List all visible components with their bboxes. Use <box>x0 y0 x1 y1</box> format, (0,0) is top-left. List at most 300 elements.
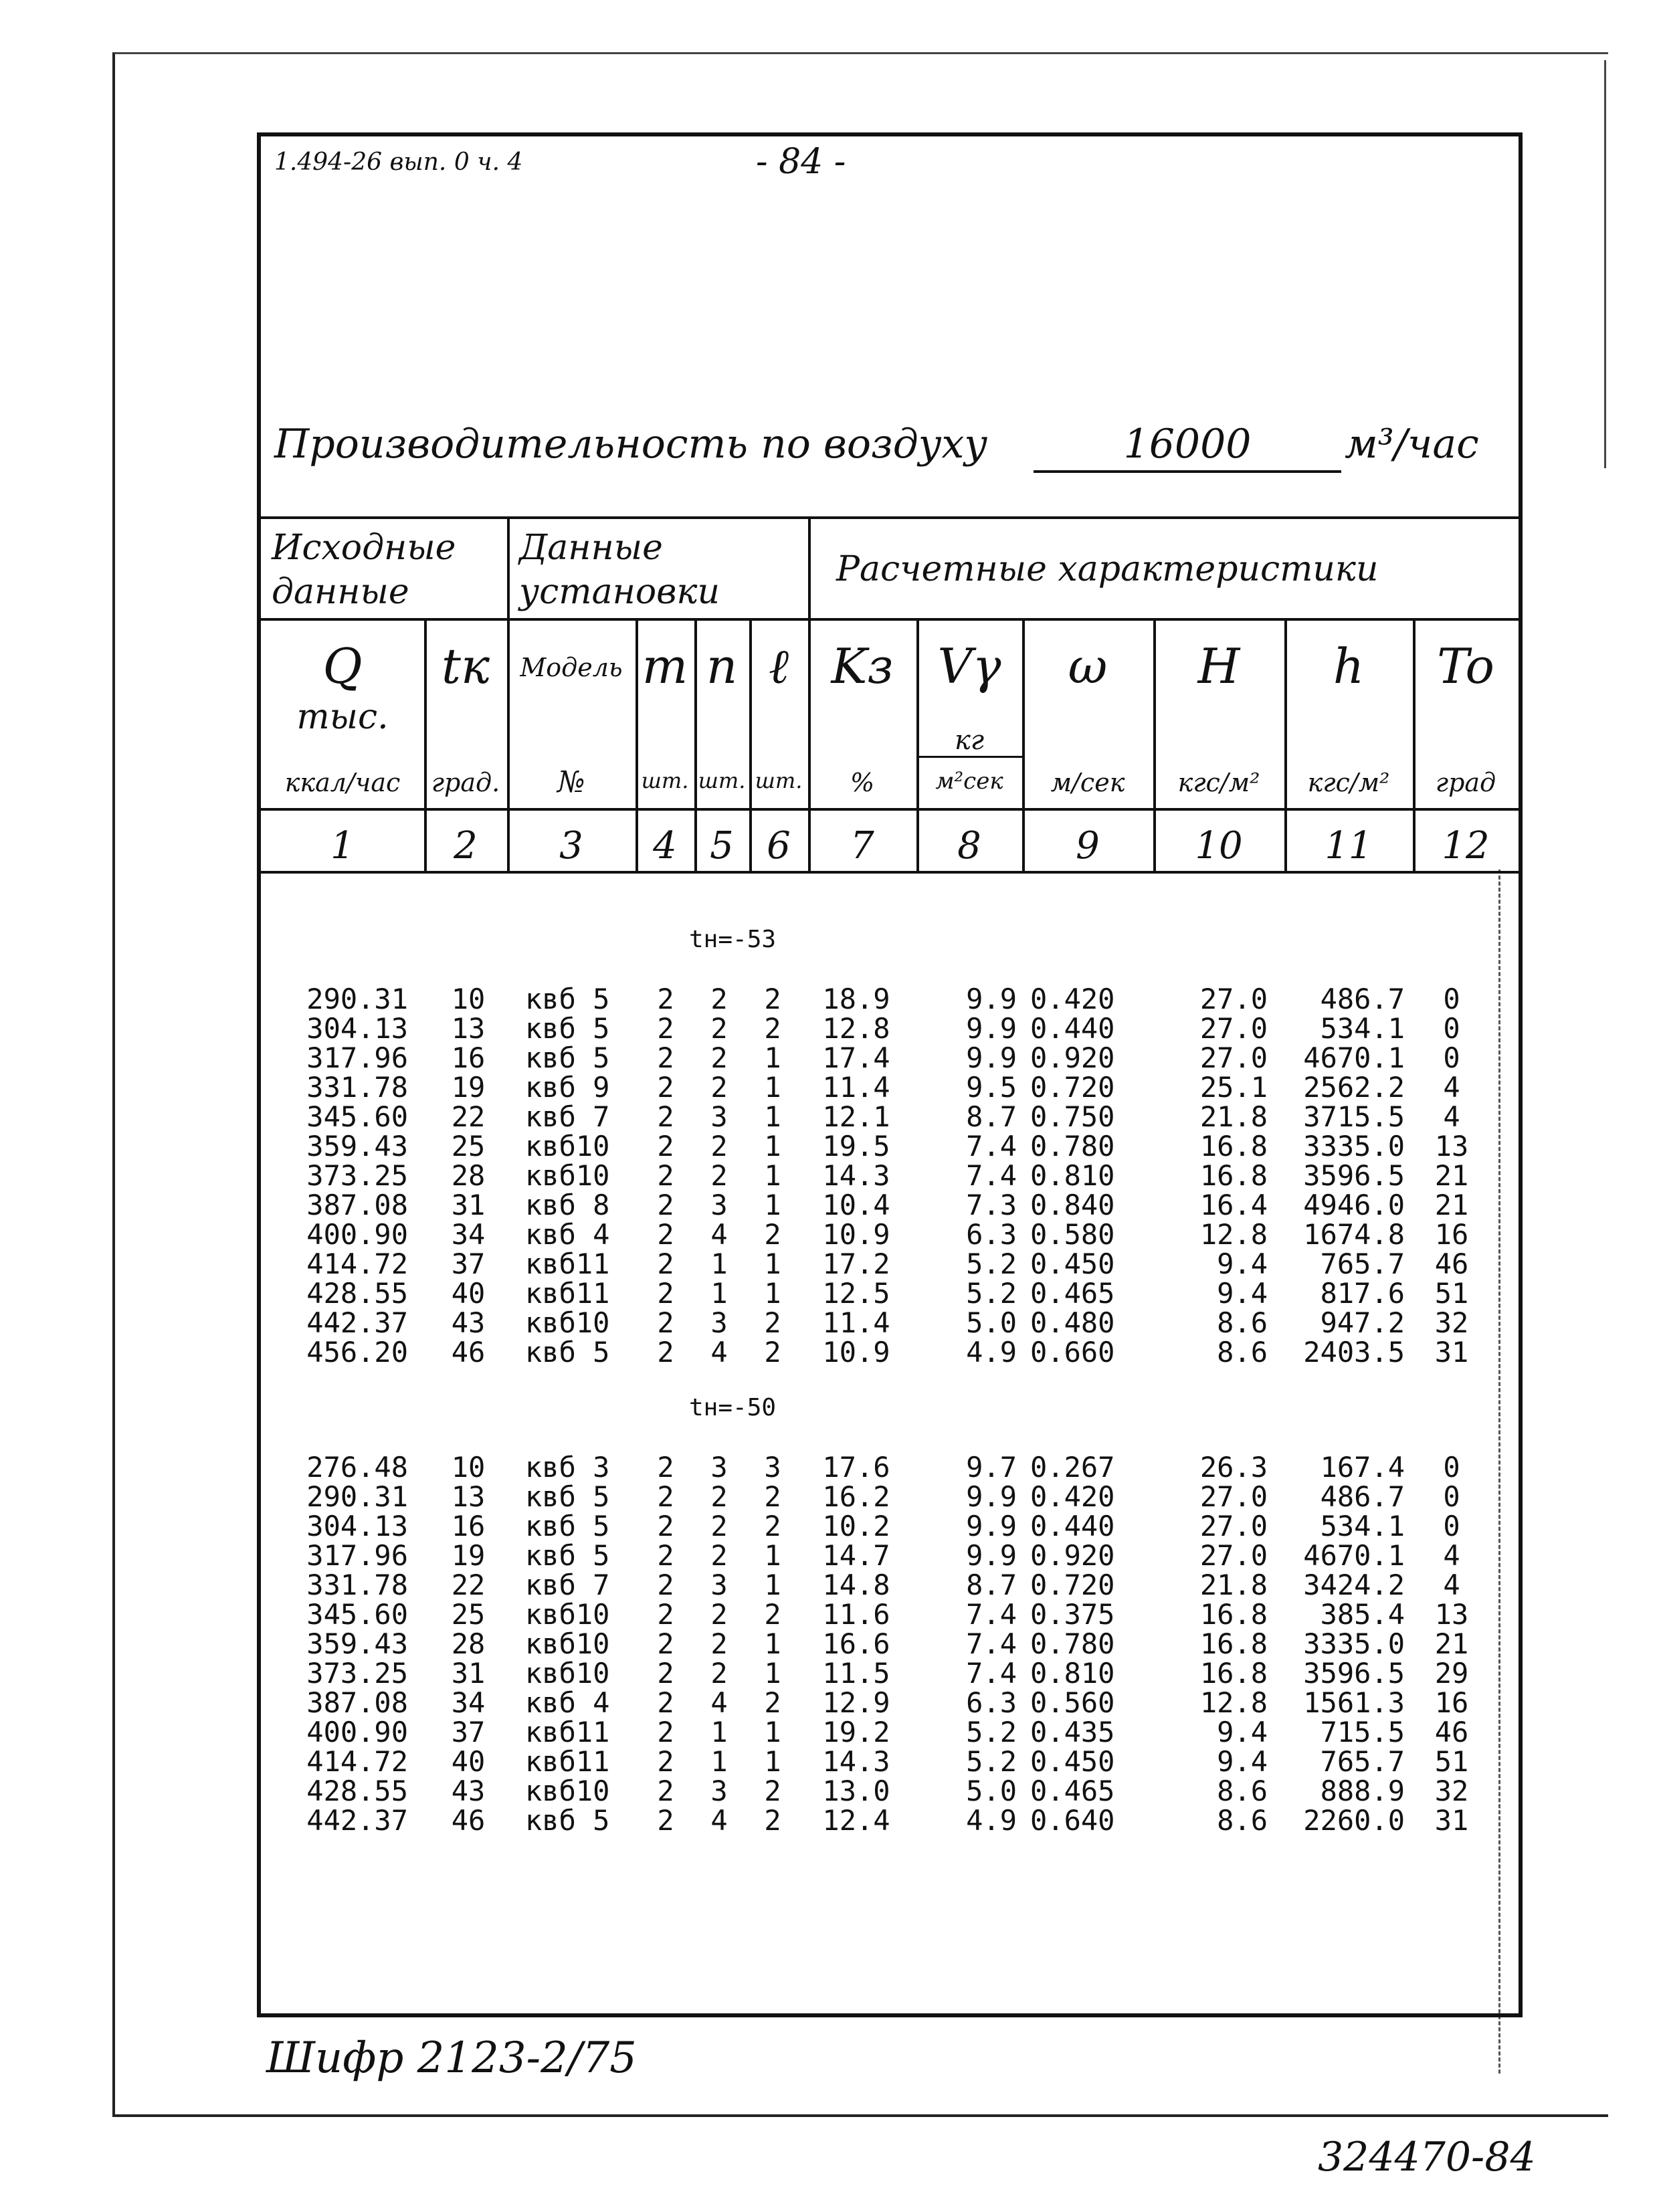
table-cell: 387.08 <box>306 1189 408 1221</box>
col-unit-n: шт. <box>698 768 746 793</box>
table-cell: 2 <box>657 1041 674 1074</box>
table-cell: 0.920 <box>1030 1041 1115 1074</box>
table-cell: 2 <box>764 1218 781 1251</box>
table-cell: 21 <box>1434 1189 1469 1221</box>
table-cell: 34 <box>451 1686 486 1719</box>
table-cell: 0.580 <box>1030 1218 1115 1251</box>
table-cell: 17.2 <box>822 1247 890 1280</box>
table-row <box>261 1482 1519 1512</box>
table-cell: 0 <box>1443 983 1460 1015</box>
col-num-2: 2 <box>454 824 478 868</box>
table-cell: 3596.5 <box>1303 1657 1405 1690</box>
table-cell: 2 <box>657 1598 674 1631</box>
table-row <box>261 1102 1519 1132</box>
col-num-9: 9 <box>1076 824 1100 868</box>
table-cell: 290.31 <box>306 1480 408 1513</box>
col-sub-vy: кг <box>916 725 1022 758</box>
table-cell: квб11 <box>525 1716 610 1748</box>
table-cell: 17.6 <box>822 1451 890 1484</box>
table-cell: 9.9 <box>966 983 1017 1015</box>
table-cell: 2 <box>657 1686 674 1719</box>
table-cell: 486.7 <box>1320 1480 1405 1513</box>
table-cell: 2 <box>764 983 781 1015</box>
table-cell: 51 <box>1434 1277 1469 1310</box>
table-cell: 534.1 <box>1320 1012 1405 1045</box>
col-symbol-vy: Vγ <box>937 638 1001 694</box>
table-cell: 0.440 <box>1030 1510 1115 1542</box>
table-cell: 9.5 <box>966 1071 1017 1104</box>
col-sub-q: тыс. <box>296 697 389 737</box>
table-cell: 11.6 <box>822 1598 890 1631</box>
table-cell: 317.96 <box>306 1539 408 1572</box>
table-cell: 888.9 <box>1320 1775 1405 1807</box>
table-cell: 22 <box>451 1569 486 1601</box>
table-row <box>261 1308 1519 1338</box>
table-row <box>261 1043 1519 1073</box>
table-cell: 16 <box>1434 1686 1469 1719</box>
table-cell: 2 <box>764 1686 781 1719</box>
table-cell: 2 <box>657 1277 674 1310</box>
col-num-7: 7 <box>850 824 874 868</box>
table-cell: квб 5 <box>525 983 610 1015</box>
table-cell: 16 <box>1434 1218 1469 1251</box>
table-row <box>261 1541 1519 1571</box>
group-installation-data: Данные установки <box>519 528 720 612</box>
table-row <box>261 1777 1519 1806</box>
table-cell: 4 <box>710 1218 728 1251</box>
table-cell: 4670.1 <box>1303 1041 1405 1074</box>
table-cell: 37 <box>451 1247 486 1280</box>
table-cell: 0.780 <box>1030 1130 1115 1163</box>
table-cell: 2 <box>764 1775 781 1807</box>
col-symbol-h-upper: H <box>1197 638 1240 694</box>
table-cell: 0.465 <box>1030 1775 1115 1807</box>
group-initial-data: Исходные данные <box>272 528 456 612</box>
table-row <box>261 1629 1519 1659</box>
col-unit-to: град <box>1435 768 1496 797</box>
table-cell: 13.0 <box>822 1775 890 1807</box>
table-cell: 29 <box>1434 1657 1469 1690</box>
production-unit: м³/час <box>1345 421 1479 468</box>
table-cell: 817.6 <box>1320 1277 1405 1310</box>
table-cell: квб 5 <box>525 1510 610 1542</box>
table-cell: квб10 <box>525 1627 610 1660</box>
table-cell: 359.43 <box>306 1627 408 1660</box>
table-row <box>261 985 1519 1014</box>
table-cell: 1 <box>710 1247 728 1280</box>
table-row <box>261 1279 1519 1308</box>
table-cell: 414.72 <box>306 1745 408 1778</box>
table-cell: 2 <box>657 1012 674 1045</box>
table-cell: 1 <box>764 1716 781 1748</box>
table-cell: 10.9 <box>822 1336 890 1369</box>
table-cell: 9.4 <box>1217 1716 1268 1748</box>
table-cell: 2260.0 <box>1303 1804 1405 1837</box>
table-cell: 27.0 <box>1199 1510 1268 1542</box>
table-cell: 4 <box>1443 1539 1460 1572</box>
table-cell: квб10 <box>525 1130 610 1163</box>
table-cell: квб 4 <box>525 1686 610 1719</box>
table-cell: 0.780 <box>1030 1627 1115 1660</box>
table-cell: 2 <box>710 1539 728 1572</box>
table-cell: 27.0 <box>1199 1012 1268 1045</box>
table-cell: 9.9 <box>966 1041 1017 1074</box>
col-unit-h-upper: кгс/м² <box>1177 768 1260 797</box>
table-cell: 7.4 <box>966 1159 1017 1192</box>
table-cell: 11.5 <box>822 1657 890 1690</box>
table-cell: 14.7 <box>822 1539 890 1572</box>
col-num-3: 3 <box>559 824 583 868</box>
table-cell: 765.7 <box>1320 1745 1405 1778</box>
col-num-12: 12 <box>1442 824 1490 868</box>
table-row <box>261 1453 1519 1482</box>
table-cell: 304.13 <box>306 1012 408 1045</box>
col-symbol-q: Q <box>322 638 363 694</box>
table-cell: 11.4 <box>822 1071 890 1104</box>
table-cell: 534.1 <box>1320 1510 1405 1542</box>
group-calculated: Расчетные характеристики <box>836 549 1379 589</box>
table-cell: 4.9 <box>966 1804 1017 1837</box>
table-row <box>261 1659 1519 1688</box>
table-1-label: tн=-53 <box>689 926 777 953</box>
table-cell: 4 <box>1443 1100 1460 1133</box>
table-cell: 1 <box>764 1247 781 1280</box>
table-cell: 3715.5 <box>1303 1100 1405 1133</box>
table-cell: квб11 <box>525 1247 610 1280</box>
col-symbol-to: To <box>1437 638 1494 694</box>
table-cell: 1 <box>764 1627 781 1660</box>
table-cell: 5.0 <box>966 1306 1017 1339</box>
table-cell: 6.3 <box>966 1218 1017 1251</box>
table-cell: 0 <box>1443 1480 1460 1513</box>
table-cell: 26.3 <box>1199 1451 1268 1484</box>
table-cell: квб 7 <box>525 1100 610 1133</box>
table-cell: квб 7 <box>525 1569 610 1601</box>
table-cell: 331.78 <box>306 1071 408 1104</box>
table-cell: 4 <box>1443 1569 1460 1601</box>
table-cell: 9.9 <box>966 1539 1017 1572</box>
table-cell: 290.31 <box>306 983 408 1015</box>
table-cell: 0.450 <box>1030 1247 1115 1280</box>
table-cell: 27.0 <box>1199 983 1268 1015</box>
table-cell: 0.480 <box>1030 1306 1115 1339</box>
table-cell: 2 <box>764 1480 781 1513</box>
table-cell: 3335.0 <box>1303 1130 1405 1163</box>
table-cell: 1 <box>764 1100 781 1133</box>
table-cell: 27.0 <box>1199 1041 1268 1074</box>
col-num-8: 8 <box>957 824 981 868</box>
table-cell: 43 <box>451 1306 486 1339</box>
table-cell: 0.465 <box>1030 1277 1115 1310</box>
table-cell: 9.4 <box>1217 1247 1268 1280</box>
table-cell: 7.4 <box>966 1627 1017 1660</box>
table-cell: 13 <box>451 1480 486 1513</box>
table-cell: 2 <box>657 1745 674 1778</box>
table-cell: 25 <box>451 1598 486 1631</box>
col-unit-m: шт. <box>641 768 689 793</box>
table-cell: 0 <box>1443 1451 1460 1484</box>
table-cell: 456.20 <box>306 1336 408 1369</box>
table-cell: 31 <box>451 1657 486 1690</box>
col-divider <box>808 516 811 872</box>
table-cell: 16.8 <box>1199 1657 1268 1690</box>
table-cell: 3596.5 <box>1303 1159 1405 1192</box>
table-cell: 31 <box>451 1189 486 1221</box>
table-cell: 2 <box>710 1071 728 1104</box>
col-num-4: 4 <box>653 824 677 868</box>
table-cell: 359.43 <box>306 1130 408 1163</box>
production-value: 16000 <box>1034 421 1341 473</box>
table-cell: 9.4 <box>1217 1745 1268 1778</box>
table-cell: 400.90 <box>306 1218 408 1251</box>
table-cell: 2 <box>764 1306 781 1339</box>
table-row <box>261 1073 1519 1102</box>
table-cell: 765.7 <box>1320 1247 1405 1280</box>
table-cell: 2 <box>710 1130 728 1163</box>
col-symbol-tk: tк <box>442 638 490 694</box>
table-cell: 32 <box>1434 1775 1469 1807</box>
table-cell: 8.6 <box>1217 1804 1268 1837</box>
table-cell: 387.08 <box>306 1686 408 1719</box>
table-cell: квб 5 <box>525 1804 610 1837</box>
col-num-5: 5 <box>710 824 734 868</box>
table-row <box>261 1688 1519 1718</box>
table-cell: 16 <box>451 1041 486 1074</box>
table-cell: 11.4 <box>822 1306 890 1339</box>
group-bottom-line <box>261 618 1519 621</box>
col-symbol-l: ℓ <box>769 638 789 694</box>
table-cell: 31 <box>1434 1804 1469 1837</box>
table-cell: 5.2 <box>966 1745 1017 1778</box>
table-cell: 1674.8 <box>1303 1218 1405 1251</box>
table-cell: 1 <box>764 1745 781 1778</box>
table-cell: 2 <box>657 1189 674 1221</box>
table-cell: 2 <box>657 1336 674 1369</box>
col-symbol-omega: ω <box>1068 638 1108 694</box>
table-cell: 8.6 <box>1217 1306 1268 1339</box>
table-cell: квб 3 <box>525 1451 610 1484</box>
table-cell: 34 <box>451 1218 486 1251</box>
table-cell: 7.4 <box>966 1598 1017 1631</box>
table-cell: квб 5 <box>525 1041 610 1074</box>
table-cell: 0.420 <box>1030 983 1115 1015</box>
table-cell: 4 <box>710 1804 728 1837</box>
col-num-1: 1 <box>330 824 355 868</box>
table-cell: 3424.2 <box>1303 1569 1405 1601</box>
table-cell: 31 <box>1434 1336 1469 1369</box>
table-cell: 2 <box>710 1480 728 1513</box>
table-row <box>261 1571 1519 1600</box>
table-cell: квб10 <box>525 1598 610 1631</box>
table-cell: квб 9 <box>525 1071 610 1104</box>
table-cell: 0 <box>1443 1012 1460 1045</box>
col-unit-vy: м²сек <box>935 768 1003 795</box>
document-reference: 1.494-26 вып. 0 ч. 4 <box>274 148 523 176</box>
table-cell: 276.48 <box>306 1451 408 1484</box>
table-cell: 2 <box>657 983 674 1015</box>
table-cell: 16.8 <box>1199 1130 1268 1163</box>
table-cell: 3 <box>710 1189 728 1221</box>
table-cell: 2 <box>657 1218 674 1251</box>
table-cell: 2 <box>710 1627 728 1660</box>
table-cell: 12.8 <box>1199 1686 1268 1719</box>
table-cell: 4670.1 <box>1303 1539 1405 1572</box>
table-cell: 12.1 <box>822 1100 890 1133</box>
table-cell: 0.810 <box>1030 1159 1115 1192</box>
table-row <box>261 1338 1519 1367</box>
table-cell: 0.435 <box>1030 1716 1115 1748</box>
table-cell: 2 <box>657 1716 674 1748</box>
table-row <box>261 1747 1519 1777</box>
table-cell: 16 <box>451 1510 486 1542</box>
table-row <box>261 1220 1519 1249</box>
table-cell: 373.25 <box>306 1657 408 1690</box>
table-row <box>261 1132 1519 1161</box>
col-unit-kz: % <box>850 768 875 797</box>
table-cell: 19 <box>451 1539 486 1572</box>
table-cell: 14.3 <box>822 1745 890 1778</box>
table-row <box>261 1718 1519 1747</box>
table-cell: 25 <box>451 1130 486 1163</box>
table-cell: 0.420 <box>1030 1480 1115 1513</box>
table-cell: 3 <box>764 1451 781 1484</box>
table-cell: 17.4 <box>822 1041 890 1074</box>
table-cell: 2 <box>764 1510 781 1542</box>
table-cell: 4946.0 <box>1303 1189 1405 1221</box>
table-cell: 40 <box>451 1745 486 1778</box>
col-divider <box>507 516 510 872</box>
table-cell: 947.2 <box>1320 1306 1405 1339</box>
col-symbol-h-lower: h <box>1333 638 1365 694</box>
table-cell: 2 <box>657 1159 674 1192</box>
col-unit-l: шт. <box>755 768 803 793</box>
table-cell: 0.720 <box>1030 1569 1115 1601</box>
table-cell: 4.9 <box>966 1336 1017 1369</box>
table-cell: 8.6 <box>1217 1775 1268 1807</box>
table-cell: квб11 <box>525 1277 610 1310</box>
table-cell: 21 <box>1434 1627 1469 1660</box>
table-cell: 1 <box>764 1657 781 1690</box>
table-cell: 16.6 <box>822 1627 890 1660</box>
production-label: Производительность по воздуху <box>274 421 988 468</box>
table-cell: квб 5 <box>525 1480 610 1513</box>
table-cell: квб 8 <box>525 1189 610 1221</box>
table-cell: 2 <box>657 1804 674 1837</box>
col-symbol-n: n <box>706 638 738 694</box>
table-cell: 2 <box>710 983 728 1015</box>
table-cell: 2 <box>657 1451 674 1484</box>
table-2-label: tн=-50 <box>689 1394 777 1421</box>
table-row <box>261 1512 1519 1541</box>
table-cell: 13 <box>1434 1598 1469 1631</box>
table-cell: квб 5 <box>525 1539 610 1572</box>
table-cell: квб10 <box>525 1159 610 1192</box>
col-symbol-model: Модель <box>520 653 623 682</box>
table-cell: 5.0 <box>966 1775 1017 1807</box>
table-cell: 46 <box>451 1804 486 1837</box>
table-cell: 10 <box>451 983 486 1015</box>
table-cell: 1 <box>764 1130 781 1163</box>
table-cell: 46 <box>451 1336 486 1369</box>
table-cell: 2 <box>657 1510 674 1542</box>
table-cell: 2 <box>764 1012 781 1045</box>
table-cell: 21.8 <box>1199 1100 1268 1133</box>
table-cell: 1 <box>764 1071 781 1104</box>
table-cell: 0.920 <box>1030 1539 1115 1572</box>
table-cell: 12.8 <box>822 1012 890 1045</box>
table-cell: 0.660 <box>1030 1336 1115 1369</box>
table-cell: 9.9 <box>966 1012 1017 1045</box>
table-cell: 442.37 <box>306 1804 408 1837</box>
table-cell: 0.810 <box>1030 1657 1115 1690</box>
table-cell: 0.450 <box>1030 1745 1115 1778</box>
table-cell: 14.8 <box>822 1569 890 1601</box>
col-num-6: 6 <box>767 824 791 868</box>
col-unit-q: ккал/час <box>284 768 401 797</box>
table-cell: 2 <box>764 1598 781 1631</box>
table-cell: 12.9 <box>822 1686 890 1719</box>
table-cell: квб11 <box>525 1745 610 1778</box>
col-num-11: 11 <box>1325 824 1373 868</box>
table-cell: 8.7 <box>966 1100 1017 1133</box>
table-cell: 40 <box>451 1277 486 1310</box>
col-symbol-m: m <box>642 638 688 694</box>
table-cell: 0.375 <box>1030 1598 1115 1631</box>
table-cell: 2 <box>657 1130 674 1163</box>
table-cell: 19.5 <box>822 1130 890 1163</box>
table-cell: 2 <box>710 1041 728 1074</box>
page-number: 324470-84 <box>1318 2134 1536 2181</box>
table-cell: 2 <box>657 1569 674 1601</box>
table-cell: 0 <box>1443 1041 1460 1074</box>
table-cell: 3 <box>710 1451 728 1484</box>
table-cell: 442.37 <box>306 1306 408 1339</box>
table-cell: квб 5 <box>525 1336 610 1369</box>
table-cell: 51 <box>1434 1745 1469 1778</box>
table-cell: 16.2 <box>822 1480 890 1513</box>
header-top-line <box>261 516 1519 519</box>
table-cell: 43 <box>451 1775 486 1807</box>
table-cell: 2 <box>657 1306 674 1339</box>
table-cell: 9.9 <box>966 1480 1017 1513</box>
table-cell: 10.2 <box>822 1510 890 1542</box>
table-cell: 0.560 <box>1030 1686 1115 1719</box>
table-cell: 0 <box>1443 1510 1460 1542</box>
table-cell: 12.8 <box>1199 1218 1268 1251</box>
table-cell: 2 <box>657 1539 674 1572</box>
table-cell: 1 <box>764 1041 781 1074</box>
table-cell: квб 4 <box>525 1218 610 1251</box>
table-cell: 7.4 <box>966 1130 1017 1163</box>
table-row <box>261 1600 1519 1629</box>
table-cell: 16.8 <box>1199 1159 1268 1192</box>
table-cell: 385.4 <box>1320 1598 1405 1631</box>
table-cell: 3 <box>710 1775 728 1807</box>
col-unit-h-lower: кгс/м² <box>1307 768 1390 797</box>
table-cell: 2 <box>657 1775 674 1807</box>
table-cell: 0.640 <box>1030 1804 1115 1837</box>
table-cell: 8.6 <box>1217 1336 1268 1369</box>
table-cell: 414.72 <box>306 1247 408 1280</box>
table-cell: 331.78 <box>306 1569 408 1601</box>
table-cell: 2 <box>710 1159 728 1192</box>
table-cell: 4 <box>710 1686 728 1719</box>
table-cell: 2 <box>710 1012 728 1045</box>
table-cell: квб 5 <box>525 1012 610 1045</box>
table-cell: 3335.0 <box>1303 1627 1405 1660</box>
table-cell: 6.3 <box>966 1686 1017 1719</box>
table-cell: 2 <box>710 1510 728 1542</box>
